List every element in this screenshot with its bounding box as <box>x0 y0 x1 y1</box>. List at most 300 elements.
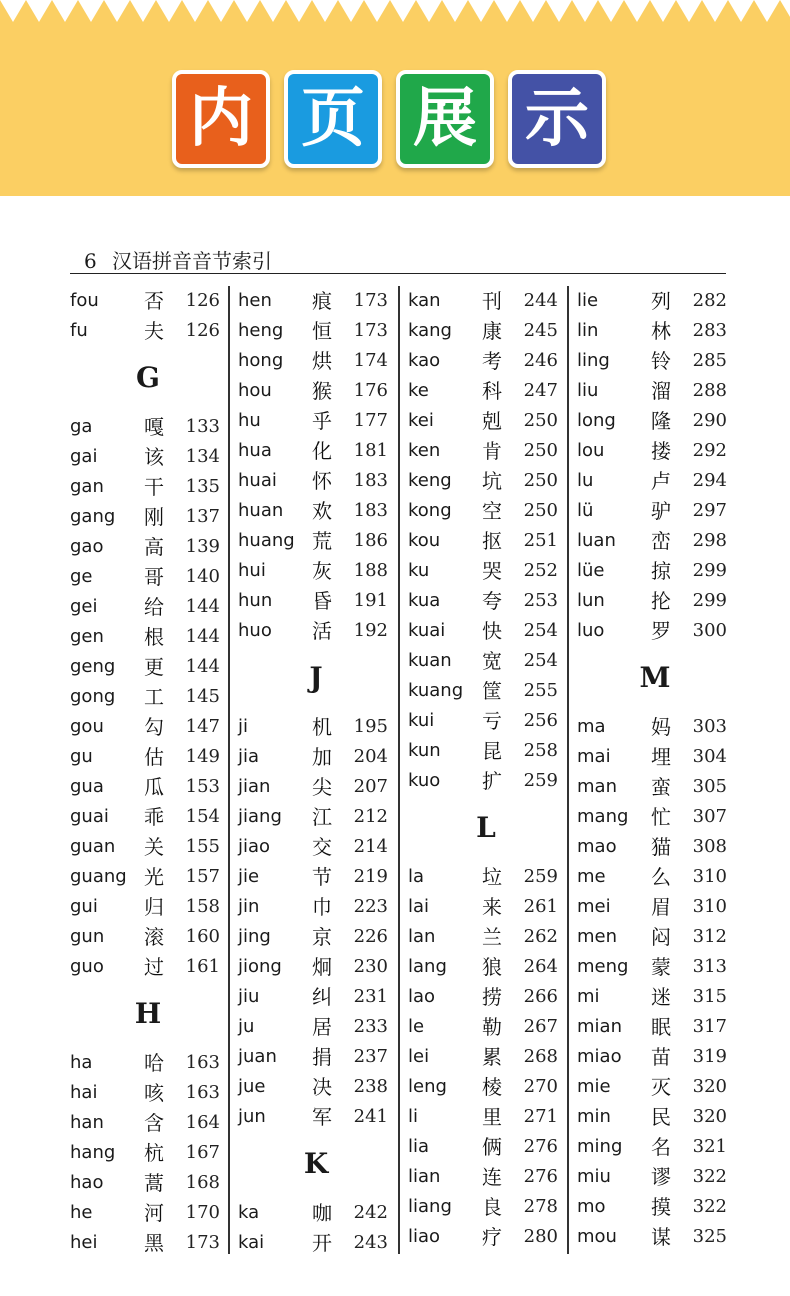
example-character: 苗 <box>651 1045 671 1069</box>
pinyin-syllable: jin <box>238 896 260 917</box>
pinyin-syllable: huai <box>238 470 277 491</box>
example-character: 更 <box>144 655 164 679</box>
index-entry <box>408 406 558 436</box>
page-ref: 264 <box>523 956 558 977</box>
page-ref: 290 <box>692 410 727 431</box>
pinyin-syllable: gai <box>70 446 98 467</box>
column-divider <box>228 286 230 1254</box>
page-ref: 153 <box>185 776 220 797</box>
index-entry <box>238 832 388 862</box>
pinyin-syllable: mie <box>577 1076 611 1097</box>
page-ref: 192 <box>353 620 388 641</box>
page-ref: 256 <box>523 710 558 731</box>
example-character: 节 <box>312 865 332 889</box>
page-ref: 161 <box>185 956 220 977</box>
pinyin-syllable: kao <box>408 350 441 371</box>
page-ref: 270 <box>523 1076 558 1097</box>
page-ref: 186 <box>353 530 388 551</box>
page-ref: 219 <box>353 866 388 887</box>
pinyin-syllable: ke <box>408 380 429 401</box>
index-entry <box>577 862 727 892</box>
page-ref: 253 <box>523 590 558 611</box>
index-entry <box>70 1048 220 1078</box>
pinyin-syllable: kuang <box>408 680 464 701</box>
index-entry <box>577 556 727 586</box>
pinyin-syllable: gen <box>70 626 104 647</box>
page-number: 6 <box>84 249 97 273</box>
pinyin-syllable: ka <box>238 1202 260 1223</box>
index-entry <box>408 436 558 466</box>
example-character: 开 <box>312 1231 332 1255</box>
example-character: 兰 <box>482 925 502 949</box>
example-character: 居 <box>312 1015 332 1039</box>
page-ref: 160 <box>185 926 220 947</box>
example-character: 疗 <box>482 1225 502 1249</box>
example-character: 工 <box>144 685 164 709</box>
pinyin-syllable: lü <box>577 500 594 521</box>
example-character: 闷 <box>651 925 671 949</box>
index-entry <box>238 556 388 586</box>
page-ref: 147 <box>185 716 220 737</box>
page-ref: 241 <box>353 1106 388 1127</box>
example-character: 京 <box>312 925 332 949</box>
index-entry <box>408 466 558 496</box>
example-character: 哭 <box>482 559 502 583</box>
example-character: 亏 <box>482 709 502 733</box>
page-ref: 267 <box>523 1016 558 1037</box>
page-ref: 246 <box>523 350 558 371</box>
index-entry <box>577 1132 727 1162</box>
example-character: 眉 <box>651 895 671 919</box>
pinyin-syllable: mang <box>577 806 629 827</box>
index-entry <box>70 682 220 712</box>
page-ref: 242 <box>353 1202 388 1223</box>
index-entry <box>238 526 388 556</box>
index-entry <box>577 526 727 556</box>
pinyin-syllable: mei <box>577 896 611 917</box>
pinyin-syllable: jiang <box>238 806 282 827</box>
index-entry <box>577 802 727 832</box>
page-ref: 251 <box>523 530 558 551</box>
index-entry <box>238 1102 388 1132</box>
pinyin-syllable: gou <box>70 716 104 737</box>
pinyin-syllable: jun <box>238 1106 266 1127</box>
index-entry <box>577 1072 727 1102</box>
page-ref: 145 <box>185 686 220 707</box>
page-ref: 292 <box>692 440 727 461</box>
pinyin-syllable: hong <box>238 350 284 371</box>
index-column-2 <box>238 286 388 1258</box>
pinyin-syllable: liu <box>577 380 599 401</box>
pinyin-syllable: me <box>577 866 606 887</box>
page-ref: 285 <box>692 350 727 371</box>
pinyin-syllable: guang <box>70 866 127 887</box>
example-character: 哈 <box>144 1051 164 1075</box>
pinyin-syllable: lu <box>577 470 594 491</box>
pinyin-syllable: kui <box>408 710 435 731</box>
example-character: 欢 <box>312 499 332 523</box>
pinyin-syllable: mai <box>577 746 611 767</box>
index-entry <box>577 496 727 526</box>
index-entry <box>238 952 388 982</box>
index-entry <box>577 436 727 466</box>
page-ref: 223 <box>353 896 388 917</box>
pinyin-syllable: kan <box>408 290 441 311</box>
index-entry <box>70 922 220 952</box>
section-letter: G <box>136 361 160 394</box>
page-ref: 155 <box>185 836 220 857</box>
index-entry <box>70 772 220 802</box>
example-character: 猴 <box>312 379 332 403</box>
pinyin-syllable: heng <box>238 320 284 341</box>
page-ref: 310 <box>692 896 727 917</box>
pinyin-syllable: meng <box>577 956 629 977</box>
pinyin-syllable: ming <box>577 1136 623 1157</box>
example-character: 来 <box>482 895 502 919</box>
pinyin-syllable: lai <box>408 896 430 917</box>
index-entry <box>408 1042 558 1072</box>
pinyin-syllable: lan <box>408 926 436 947</box>
pinyin-syllable: miu <box>577 1166 611 1187</box>
page-ref: 266 <box>523 986 558 1007</box>
index-entry <box>577 1042 727 1072</box>
index-entry <box>70 412 220 442</box>
example-character: 谋 <box>651 1225 671 1249</box>
example-character: 乎 <box>312 409 332 433</box>
index-entry <box>238 802 388 832</box>
index-entry <box>577 1222 727 1252</box>
example-character: 铃 <box>651 349 671 373</box>
page-ref: 276 <box>523 1136 558 1157</box>
index-entry <box>577 316 727 346</box>
column-divider <box>398 286 400 1254</box>
page-ref: 278 <box>523 1196 558 1217</box>
pinyin-syllable: hui <box>238 560 266 581</box>
index-entry <box>577 586 727 616</box>
example-character: 累 <box>482 1045 502 1069</box>
example-character: 捐 <box>312 1045 332 1069</box>
index-entry <box>238 346 388 376</box>
pinyin-syllable: jing <box>238 926 271 947</box>
pinyin-syllable: la <box>408 866 425 887</box>
index-entry <box>408 526 558 556</box>
index-entry <box>70 1198 220 1228</box>
pinyin-syllable: huan <box>238 500 284 521</box>
example-character: 抠 <box>482 529 502 553</box>
pinyin-syllable: kun <box>408 740 441 761</box>
pinyin-syllable: liang <box>408 1196 452 1217</box>
index-column-3 <box>408 286 558 1252</box>
page-ref: 310 <box>692 866 727 887</box>
example-character: 高 <box>144 535 164 559</box>
example-character: 该 <box>144 445 164 469</box>
pinyin-syllable: liao <box>408 1226 441 1247</box>
index-entry <box>70 742 220 772</box>
pinyin-syllable: gu <box>70 746 93 767</box>
example-character: 忙 <box>651 805 671 829</box>
index-entry <box>238 982 388 1012</box>
pinyin-syllable: fou <box>70 290 99 311</box>
index-entry <box>238 1072 388 1102</box>
example-character: 快 <box>482 619 502 643</box>
page-ref: 191 <box>353 590 388 611</box>
index-entry <box>577 832 727 862</box>
page-ref: 255 <box>523 680 558 701</box>
example-character: 机 <box>312 715 332 739</box>
example-character: 列 <box>651 289 671 313</box>
index-entry <box>238 742 388 772</box>
pinyin-syllable: le <box>408 1016 425 1037</box>
page-ref: 163 <box>185 1082 220 1103</box>
pinyin-syllable: lin <box>577 320 599 341</box>
example-character: 荒 <box>312 529 332 553</box>
example-character: 妈 <box>651 715 671 739</box>
page-ref: 312 <box>692 926 727 947</box>
page-ref: 299 <box>692 590 727 611</box>
index-entry <box>238 496 388 526</box>
example-character: 痕 <box>312 289 332 313</box>
page-ref: 244 <box>523 290 558 311</box>
pinyin-syllable: hao <box>70 1172 104 1193</box>
index-entry <box>408 586 558 616</box>
pinyin-syllable: kuan <box>408 650 452 671</box>
page-ref: 304 <box>692 746 727 767</box>
example-character: 灰 <box>312 559 332 583</box>
index-entry <box>408 922 558 952</box>
page-ref: 226 <box>353 926 388 947</box>
pinyin-syllable: jiong <box>238 956 282 977</box>
index-column-4 <box>577 286 727 1252</box>
example-character: 康 <box>482 319 502 343</box>
index-entry <box>408 766 558 796</box>
example-character: 尖 <box>312 775 332 799</box>
title-tile <box>508 70 606 168</box>
example-character: 筐 <box>482 679 502 703</box>
page-ref: 167 <box>185 1142 220 1163</box>
page-ref: 283 <box>692 320 727 341</box>
page-ref: 144 <box>185 656 220 677</box>
index-entry <box>577 1012 727 1042</box>
pinyin-syllable: mi <box>577 986 600 1007</box>
pinyin-syllable: kai <box>238 1232 265 1253</box>
page-ref: 149 <box>185 746 220 767</box>
example-character: 科 <box>482 379 502 403</box>
pinyin-syllable: luan <box>577 530 616 551</box>
index-entry <box>577 286 727 316</box>
page-ref: 174 <box>353 350 388 371</box>
pinyin-syllable: lei <box>408 1046 430 1067</box>
index-entry <box>70 1078 220 1108</box>
pinyin-syllable: jue <box>238 1076 266 1097</box>
pinyin-syllable: ken <box>408 440 441 461</box>
example-character: 驴 <box>651 499 671 523</box>
pinyin-syllable: gei <box>70 596 98 617</box>
index-entry <box>408 736 558 766</box>
pinyin-syllable: kou <box>408 530 441 551</box>
page-ref: 181 <box>353 440 388 461</box>
example-character: 杭 <box>144 1141 164 1165</box>
example-character: 蒿 <box>144 1171 164 1195</box>
index-entry <box>408 1132 558 1162</box>
page-ref: 320 <box>692 1076 727 1097</box>
index-entry <box>577 346 727 376</box>
example-character: 否 <box>144 289 164 313</box>
index-entry <box>408 1192 558 1222</box>
example-character: 夫 <box>144 319 164 343</box>
index-entry <box>577 982 727 1012</box>
page-ref: 170 <box>185 1202 220 1223</box>
index-entry <box>577 376 727 406</box>
example-character: 哥 <box>144 565 164 589</box>
page-ref: 254 <box>523 620 558 641</box>
index-entry <box>70 802 220 832</box>
page-ref: 183 <box>353 500 388 521</box>
pinyin-syllable: lia <box>408 1136 430 1157</box>
page-ref: 126 <box>185 320 220 341</box>
page-ref: 163 <box>185 1052 220 1073</box>
index-entry <box>70 532 220 562</box>
pinyin-syllable: kei <box>408 410 434 431</box>
index-entry <box>238 1042 388 1072</box>
page-ref: 322 <box>692 1166 727 1187</box>
index-entry <box>238 1228 388 1258</box>
example-character: 棱 <box>482 1075 502 1099</box>
page-ref: 308 <box>692 836 727 857</box>
page-ref: 300 <box>692 620 727 641</box>
example-character: 连 <box>482 1165 502 1189</box>
page-ref: 299 <box>692 560 727 581</box>
running-head <box>70 248 726 274</box>
page-ref: 238 <box>353 1076 388 1097</box>
index-entry <box>238 286 388 316</box>
pinyin-syllable: kua <box>408 590 441 611</box>
page-ref: 261 <box>523 896 558 917</box>
section-letter: J <box>309 661 323 694</box>
example-character: 良 <box>482 1195 502 1219</box>
example-character: 巾 <box>312 895 332 919</box>
pinyin-syllable: lao <box>408 986 436 1007</box>
index-entry <box>238 712 388 742</box>
index-entry <box>408 862 558 892</box>
example-character: 考 <box>482 349 502 373</box>
index-entry <box>408 496 558 526</box>
title-tiles <box>172 70 620 168</box>
index-entry <box>238 616 388 646</box>
page-ref: 288 <box>692 380 727 401</box>
section-letter: M <box>639 661 671 694</box>
pinyin-syllable: ge <box>70 566 93 587</box>
index-entry <box>70 1228 220 1258</box>
page-ref: 313 <box>692 956 727 977</box>
pinyin-syllable: juan <box>238 1046 277 1067</box>
example-character: 根 <box>144 625 164 649</box>
example-character: 隆 <box>651 409 671 433</box>
example-character: 光 <box>144 865 164 889</box>
index-entry <box>408 706 558 736</box>
index-entry <box>70 832 220 862</box>
index-entry <box>70 1138 220 1168</box>
section-letter: K <box>303 1147 329 1180</box>
page-ref: 144 <box>185 626 220 647</box>
index-entry <box>408 346 558 376</box>
index-entry <box>238 376 388 406</box>
pinyin-syllable: hua <box>238 440 272 461</box>
index-entry <box>238 436 388 466</box>
page-ref: 212 <box>353 806 388 827</box>
page-ref: 247 <box>523 380 558 401</box>
index-entry <box>577 922 727 952</box>
index-entry <box>577 1162 727 1192</box>
pinyin-syllable: hou <box>238 380 272 401</box>
index-entry <box>408 376 558 406</box>
index-entry <box>408 1222 558 1252</box>
pinyin-syllable: jia <box>238 746 260 767</box>
title-char: 内 <box>189 82 253 156</box>
example-character: 谬 <box>651 1165 671 1189</box>
page-ref: 294 <box>692 470 727 491</box>
index-entry <box>70 562 220 592</box>
pinyin-syllable: ling <box>577 350 610 371</box>
example-character: 乖 <box>144 805 164 829</box>
index-entry <box>408 316 558 346</box>
example-character: 咳 <box>144 1081 164 1105</box>
pinyin-syllable: lou <box>577 440 605 461</box>
pinyin-syllable: gui <box>70 896 98 917</box>
page-ref: 207 <box>353 776 388 797</box>
example-character: 勾 <box>144 715 164 739</box>
example-character: 归 <box>144 895 164 919</box>
page-ref: 237 <box>353 1046 388 1067</box>
pinyin-syllable: keng <box>408 470 452 491</box>
example-character: 蒙 <box>651 955 671 979</box>
example-character: 嘎 <box>144 415 164 439</box>
pinyin-syllable: li <box>408 1106 419 1127</box>
pinyin-syllable: gong <box>70 686 116 707</box>
example-character: 猫 <box>651 835 671 859</box>
page-ref: 268 <box>523 1046 558 1067</box>
index-entry <box>70 952 220 982</box>
page-ref: 195 <box>353 716 388 737</box>
page-ref: 259 <box>523 866 558 887</box>
pinyin-syllable: jie <box>238 866 260 887</box>
example-character: 夸 <box>482 589 502 613</box>
pinyin-syllable: gang <box>70 506 116 527</box>
pinyin-syllable: mao <box>577 836 617 857</box>
page-ref: 317 <box>692 1016 727 1037</box>
index-entry <box>238 316 388 346</box>
page-ref: 258 <box>523 740 558 761</box>
pinyin-syllable: ga <box>70 416 93 437</box>
example-character: 咖 <box>312 1201 332 1225</box>
index-entry <box>577 742 727 772</box>
pinyin-syllable: hang <box>70 1142 116 1163</box>
pinyin-syllable: hei <box>70 1232 98 1253</box>
index-entry <box>70 592 220 622</box>
pinyin-syllable: gun <box>70 926 105 947</box>
page-ref: 297 <box>692 500 727 521</box>
example-character: 空 <box>482 499 502 523</box>
pinyin-syllable: lang <box>408 956 447 977</box>
page-ref: 322 <box>692 1196 727 1217</box>
pinyin-syllable: kuo <box>408 770 441 791</box>
page-ref: 183 <box>353 470 388 491</box>
index-entry <box>238 406 388 436</box>
pinyin-syllable: hai <box>70 1082 98 1103</box>
page-ref: 282 <box>692 290 727 311</box>
example-character: 怀 <box>312 469 332 493</box>
pinyin-syllable: ku <box>408 560 430 581</box>
page-ref: 307 <box>692 806 727 827</box>
